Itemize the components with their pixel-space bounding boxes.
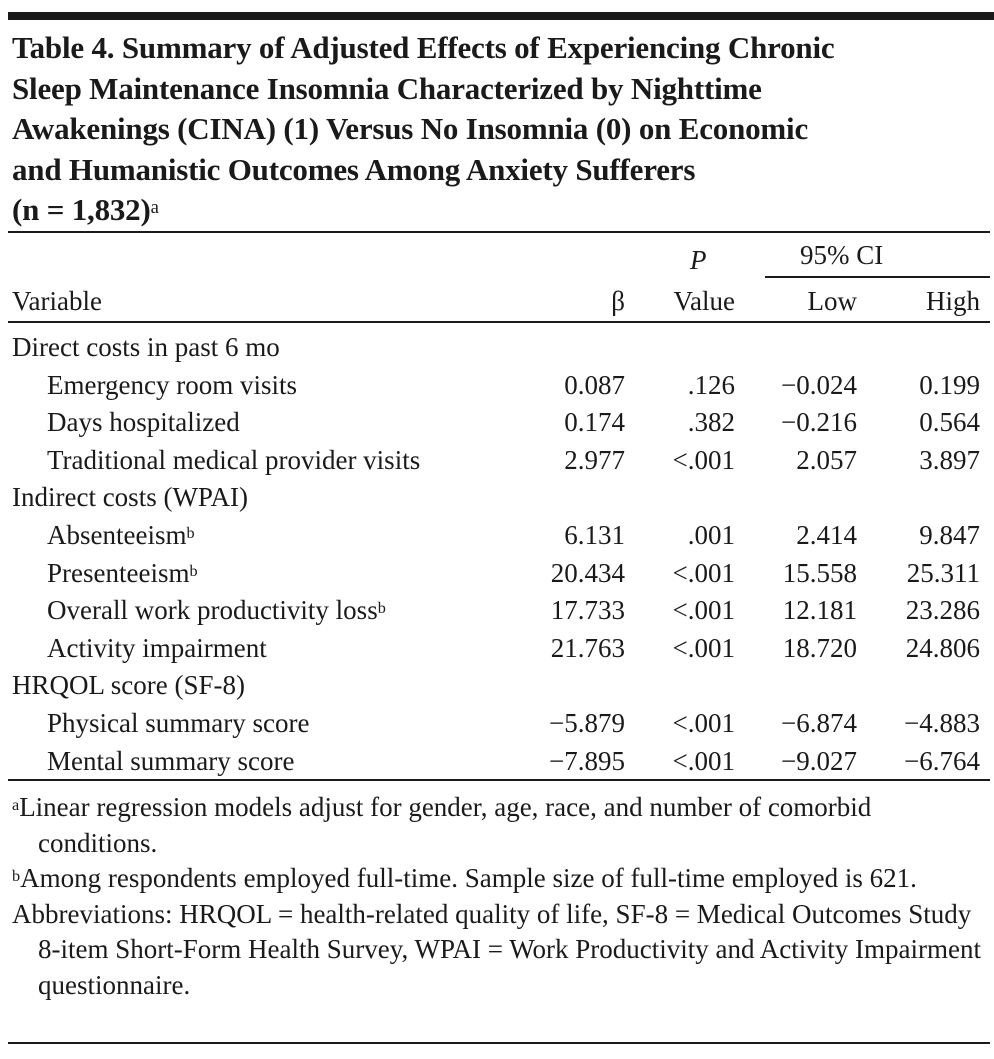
header-p: P bbox=[690, 245, 707, 275]
sample-size: (n = 1,832) bbox=[12, 192, 151, 227]
ci-low: −6.874 bbox=[781, 708, 857, 738]
title-line bbox=[12, 190, 987, 231]
row-label bbox=[47, 520, 195, 550]
row-label bbox=[47, 746, 294, 776]
footnote-mark: b bbox=[189, 561, 198, 580]
row-label-text: Traditional medical provider visits bbox=[47, 444, 421, 475]
header-top-rule bbox=[8, 231, 990, 233]
ci-high: 25.311 bbox=[906, 557, 980, 588]
top-thick-rule bbox=[8, 12, 994, 20]
beta-value: 2.977 bbox=[564, 444, 625, 475]
footnote-b bbox=[12, 861, 987, 897]
ci-high: −4.883 bbox=[904, 708, 980, 738]
ci-high: −6.764 bbox=[904, 745, 980, 776]
p-value: <.001 bbox=[672, 557, 735, 588]
footnote-abbreviations bbox=[12, 897, 987, 1004]
ci-high: 0.564 bbox=[919, 407, 980, 438]
title-line: Awakenings (CINA) (1) Versus No Insomnia (0) on Economic bbox=[12, 111, 809, 146]
header-bottom-rule bbox=[8, 321, 990, 323]
ci-low: 2.057 bbox=[796, 444, 857, 475]
p-value: <.001 bbox=[672, 632, 735, 663]
p-value: .126 bbox=[687, 369, 735, 400]
p-value: <.001 bbox=[672, 595, 735, 626]
beta-value: 17.733 bbox=[550, 595, 625, 626]
row-label bbox=[47, 370, 297, 400]
ci-high: 24.806 bbox=[905, 632, 980, 663]
header-variable: Variable bbox=[12, 286, 102, 316]
header-low: Low bbox=[807, 286, 857, 316]
p-value: .001 bbox=[687, 520, 735, 550]
beta-value: 0.174 bbox=[564, 407, 625, 438]
footnotes bbox=[12, 790, 987, 1003]
row-label-text: Days hospitalized bbox=[47, 407, 240, 438]
beta-value: 20.434 bbox=[550, 557, 625, 588]
header-high: High bbox=[926, 286, 980, 316]
beta-value: −7.895 bbox=[549, 745, 625, 776]
table-title bbox=[12, 28, 987, 231]
row-label-text: Physical summary score bbox=[47, 708, 310, 738]
footnote-a bbox=[12, 790, 987, 861]
ci-high: 3.897 bbox=[919, 444, 980, 475]
footnote-mark: b bbox=[12, 867, 21, 885]
header-ci: 95% CI bbox=[800, 240, 884, 270]
title-line: Sleep Maintenance Insomnia Characterized by Nighttime bbox=[12, 70, 762, 106]
row-label bbox=[47, 595, 386, 625]
section-label: HRQOL score (SF-8) bbox=[12, 670, 245, 701]
beta-value: 21.763 bbox=[550, 632, 625, 663]
row-label bbox=[47, 445, 420, 475]
ci-low: 15.558 bbox=[782, 557, 857, 588]
p-value: <.001 bbox=[672, 745, 735, 776]
row-label bbox=[47, 558, 198, 588]
ci-low: −0.216 bbox=[781, 407, 857, 438]
footnote-text: Among respondents employed full-time. Sample size of full-time employed is 621. bbox=[20, 863, 917, 893]
footnote-text: Linear regression models adjust for gender, age, race, and number of comorbid conditions. bbox=[19, 792, 872, 858]
ci-low: 2.414 bbox=[796, 520, 857, 550]
section-label: Indirect costs (WPAI) bbox=[12, 482, 248, 513]
p-value: <.001 bbox=[672, 444, 735, 475]
row-label-text: Overall work productivity loss bbox=[47, 595, 378, 626]
row-label bbox=[47, 708, 309, 738]
body-bottom-rule bbox=[8, 779, 990, 781]
section-label: Direct costs in past 6 mo bbox=[12, 332, 280, 362]
footnote-mark: a bbox=[12, 796, 20, 814]
p-value: <.001 bbox=[672, 708, 735, 738]
footnote-mark: b bbox=[186, 524, 195, 542]
beta-value: 0.087 bbox=[564, 369, 625, 400]
ci-low: −0.024 bbox=[781, 369, 857, 400]
row-label-text: Presenteeism bbox=[47, 557, 190, 588]
ci-high: 23.286 bbox=[905, 595, 980, 626]
header-p-value: Value bbox=[673, 286, 735, 316]
beta-value: 6.131 bbox=[564, 520, 625, 550]
row-label-text: Activity impairment bbox=[47, 632, 267, 663]
footnote-mark: a bbox=[150, 197, 159, 218]
bottom-rule bbox=[8, 1042, 990, 1044]
header-beta: β bbox=[611, 286, 625, 316]
row-label bbox=[47, 633, 267, 663]
beta-value: −5.879 bbox=[549, 708, 625, 738]
ci-low: −9.027 bbox=[781, 745, 857, 776]
title-line: Table 4. Summary of Adjusted Effects of Experiencing Chronic bbox=[12, 30, 835, 65]
row-label-text: Absenteeism bbox=[47, 520, 187, 550]
ci-high: 0.199 bbox=[919, 369, 980, 400]
p-value: .382 bbox=[687, 407, 735, 438]
ci-rule bbox=[765, 276, 990, 278]
row-label-text: Emergency room visits bbox=[47, 369, 297, 400]
footnote-mark: b bbox=[377, 599, 386, 618]
row-label bbox=[47, 407, 240, 437]
ci-low: 18.720 bbox=[782, 632, 857, 663]
title-line: and Humanistic Outcomes Among Anxiety Sufferers bbox=[12, 151, 696, 187]
ci-low: 12.181 bbox=[782, 595, 857, 626]
footnote-text: Abbreviations: HRQOL = health-related quality of life, SF-8 = Medical Outcomes Study 8-item Short-Form Health Survey, WPAI = Work Productivity and Activity Impairment questionnaire. bbox=[12, 898, 981, 1000]
row-label-text: Mental summary score bbox=[47, 745, 295, 776]
ci-high: 9.847 bbox=[919, 520, 980, 550]
